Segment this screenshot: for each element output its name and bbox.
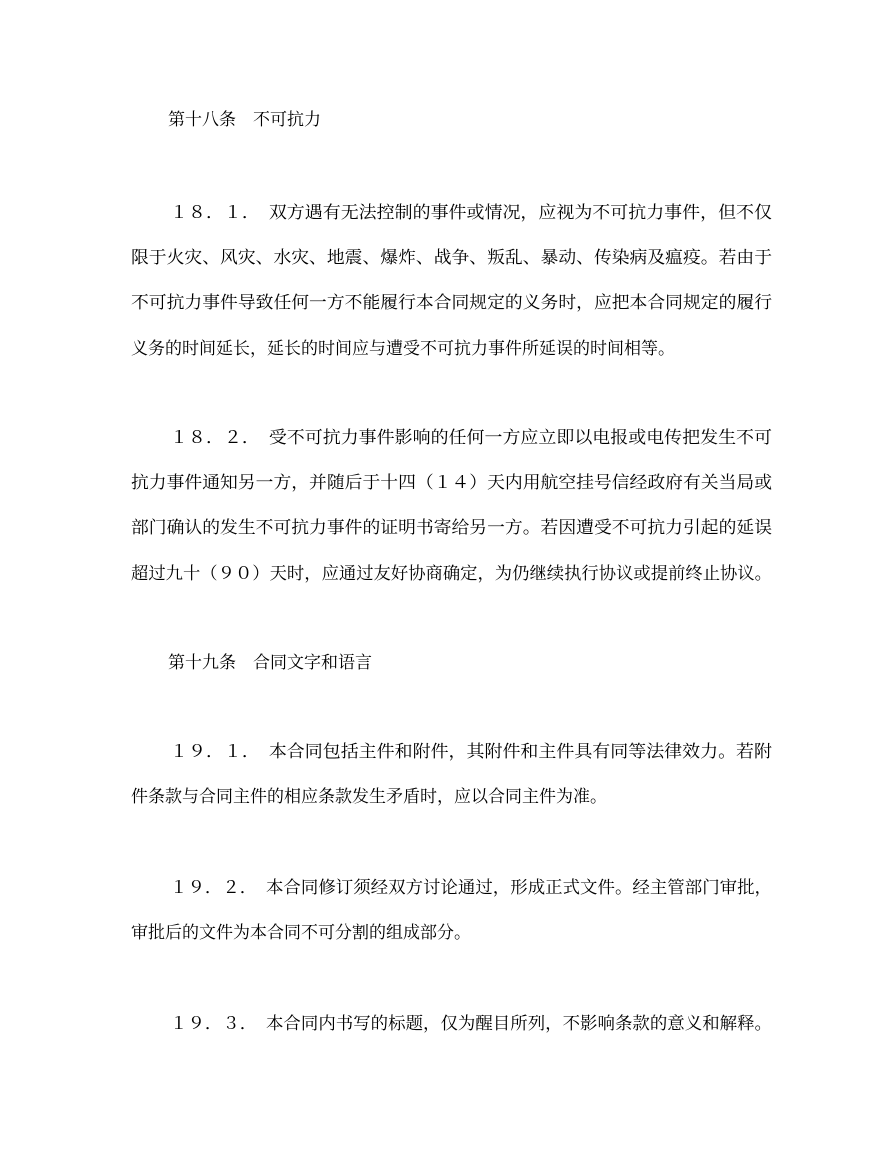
- para-18-2-line-3: 部门确认的发生不可抗力事件的证明书寄给另一方。若因遭受不可抗力引起的延误: [131, 518, 743, 538]
- para-18-1-line-1: １８．１． 双方遇有无法控制的事件或情况，应视为不可抗力事件，但不仅: [170, 203, 772, 223]
- para-18-1-line-3: 不可抗力事件导致任何一方不能履行本合同规定的义务时，应把本合同规定的履行: [131, 293, 772, 313]
- para-18-2-line-4: 超过九十（９０）天时，应通过友好协商确定，为仍继续执行协议或提前终止协议。: [131, 564, 760, 584]
- para-19-3-line-1: １９．３． 本合同内书写的标题，仅为醒目所列，不影响条款的意义和解释。: [170, 1014, 772, 1034]
- para-18-1-line-4: 义务的时间延长，延长的时间应与遭受不可抗力事件所延误的时间相等。: [131, 339, 675, 359]
- para-18-2-line-2: 抗力事件通知另一方，并随后于十四（１４）天内用航空挂号信经政府有关当局或: [131, 473, 772, 493]
- para-19-2-line-1: １９．２． 本合同修订须经双方讨论通过，形成正式文件。经主管部门审批，: [170, 878, 772, 898]
- para-19-1-line-2: 件条款与合同主件的相应条款发生矛盾时，应以合同主件为准。: [131, 787, 607, 807]
- article-18-heading: 第十八条 不可抗力: [168, 110, 321, 130]
- para-18-2-line-1: １８．２． 受不可抗力事件影响的任何一方应立即以电报或电传把发生不可: [170, 428, 772, 448]
- para-19-2-line-2: 审批后的文件为本合同不可分割的组成部分。: [131, 923, 471, 943]
- article-19-heading: 第十九条 合同文字和语言: [168, 653, 372, 673]
- para-18-1-line-2: 限于火灾、风灾、水灾、地震、爆炸、战争、叛乱、暴动、传染病及瘟疫。若由于: [131, 248, 772, 268]
- para-19-1-line-1: １９．１． 本合同包括主件和附件，其附件和主件具有同等法律效力。若附: [170, 742, 740, 762]
